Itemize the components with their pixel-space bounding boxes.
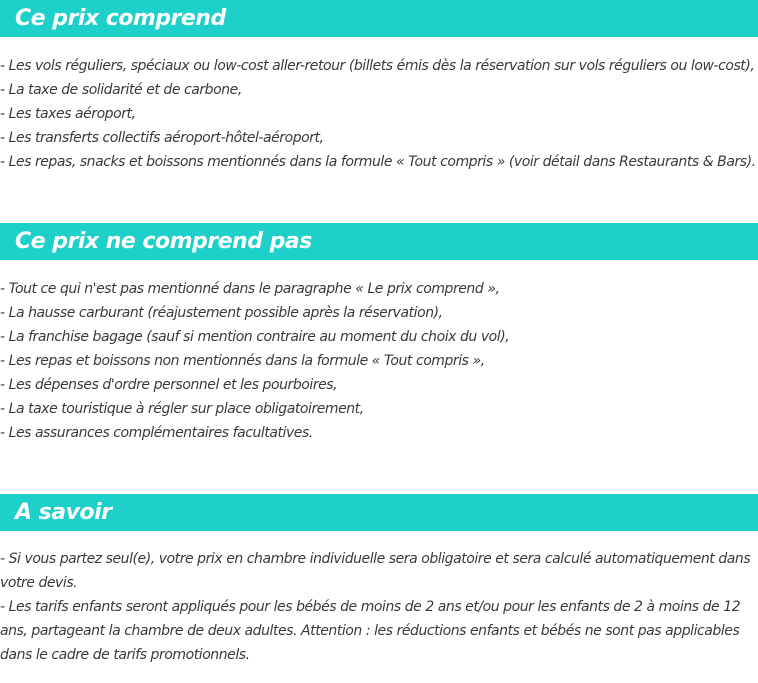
section-header xyxy=(0,494,758,531)
list-item: - Les repas et boissons non mentionnés dans la formule « Tout compris », xyxy=(0,353,485,369)
section-header xyxy=(0,0,758,37)
list-item: - Les repas, snacks et boissons mentionnés dans la formule « Tout compris » (voir détail dans Restaurants & Bars). xyxy=(0,154,756,170)
exclusions-list xyxy=(0,277,758,445)
list-item: - Les taxes aéroport, xyxy=(0,106,136,122)
list-item: - Les transferts collectifs aéroport-hôtel-aéroport, xyxy=(0,130,324,146)
section-title: Ce prix ne comprend pas xyxy=(15,229,312,254)
list-item: - Les assurances complémentaires facultatives. xyxy=(0,425,313,441)
section-price-excludes xyxy=(0,223,758,445)
section-price-includes xyxy=(0,0,758,174)
list-item: - Les dépenses d'ordre personnel et les pourboires, xyxy=(0,377,338,393)
list-item: - La franchise bagage (sauf si mention contraire au moment du choix du vol), xyxy=(0,329,510,345)
notes-list xyxy=(0,547,758,667)
list-item: - La taxe touristique à régler sur place obligatoirement, xyxy=(0,401,364,417)
section-header xyxy=(0,223,758,260)
inclusions-list xyxy=(0,54,758,174)
list-item: - Si vous partez seul(e), votre prix en chambre individuelle sera obligatoire et sera calculé automatiquement dans votre devis. xyxy=(0,551,751,591)
list-item: - Les vols réguliers, spéciaux ou low-cost aller-retour (billets émis dès la réservation sur vols réguliers ou low-cost), xyxy=(0,58,755,74)
list-item: - Tout ce qui n'est pas mentionné dans le paragraphe « Le prix comprend », xyxy=(0,281,500,297)
list-item: - La hausse carburant (réajustement possible après la réservation), xyxy=(0,305,443,321)
list-item: - Les tarifs enfants seront appliqués pour les bébés de moins de 2 ans et/ou pour les enfants de 2 à moins de 12 ans, partageant la chambre de deux adultes. Attention : les réductions enfants et bébés ne sont pas applicables dans le cadre de tarifs promotionnels. xyxy=(0,599,741,663)
section-title: Ce prix comprend xyxy=(15,6,226,31)
list-item: - La taxe de solidarité et de carbone, xyxy=(0,82,242,98)
section-title: A savoir xyxy=(15,500,112,525)
section-good-to-know xyxy=(0,494,758,667)
